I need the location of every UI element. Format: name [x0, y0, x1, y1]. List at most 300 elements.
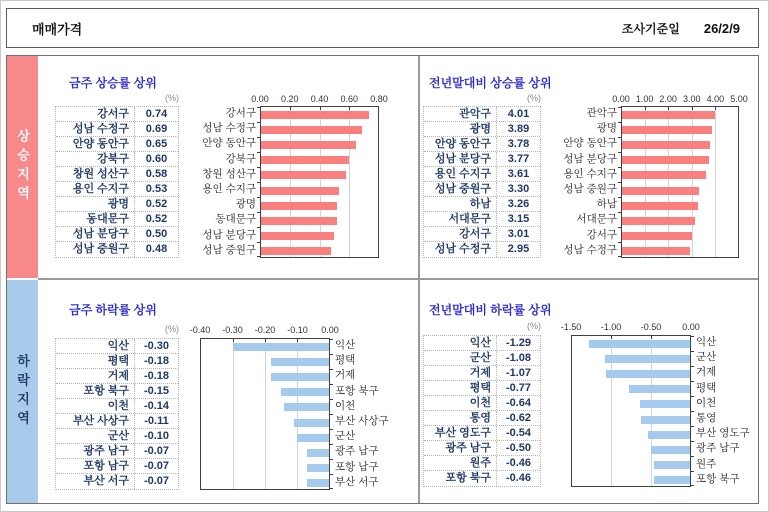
bar [307, 464, 329, 472]
table-region-cell: 성남 분당구 [56, 227, 135, 241]
table-value-cell: -0.10 [143, 430, 170, 442]
table-region-cell: 익산 [424, 336, 497, 350]
table-value-cell: -1.29 [505, 337, 532, 349]
table-region-cell: 성남 중원구 [424, 182, 497, 196]
bar-row [572, 473, 690, 488]
category-label: 익산 [696, 336, 717, 348]
bar-row [622, 137, 738, 152]
table-region-cell: 익산 [56, 339, 135, 353]
table-region-cell: 부산 서구 [56, 474, 135, 489]
table-value-cell: 3.61 [507, 168, 530, 180]
category-label: 통영 [696, 411, 717, 424]
category-label: 광주 남구 [335, 445, 379, 458]
rank-table [423, 106, 541, 258]
category-tick-mark [691, 381, 694, 382]
table-value-cell: 3.01 [507, 228, 530, 240]
table-region-cell: 거제 [424, 366, 497, 380]
bar-row [622, 107, 738, 122]
bar [261, 141, 356, 149]
category-tick-mark [257, 167, 260, 168]
table-region-cell: 용인 수지구 [56, 182, 135, 196]
axis-tick-mark [611, 336, 612, 339]
category-tick-mark [691, 485, 694, 486]
category-tick-mark [257, 152, 260, 153]
category-tick-mark [618, 227, 621, 228]
table-row [424, 182, 540, 197]
axis-tick-mark [233, 339, 234, 342]
bar-row [201, 385, 329, 400]
category-tick-mark [691, 396, 694, 397]
table-region-cell: 서대문구 [424, 212, 497, 226]
bar [648, 431, 690, 439]
bar-row [201, 415, 329, 430]
rise-area-strip [7, 56, 38, 278]
category-label: 거제 [696, 366, 717, 379]
report-body [6, 55, 759, 504]
table-value-cell: -0.62 [505, 412, 532, 424]
table-value-cell: 3.30 [507, 183, 530, 195]
category-label: 광명 [235, 198, 256, 211]
category-tick-mark [618, 212, 621, 213]
category-tick-mark [691, 471, 694, 472]
axis-tick-label: 4.00 [706, 94, 725, 104]
table-row [424, 137, 540, 152]
category-tick-mark [257, 242, 260, 243]
bar-row [622, 244, 738, 259]
table-value-cell: -0.54 [505, 427, 532, 439]
table-region-cell: 포항 남구 [56, 459, 135, 473]
table-value-cell: 3.78 [507, 138, 530, 150]
table-region-cell: 거제 [56, 369, 135, 383]
table-row [56, 444, 178, 459]
category-tick-mark [691, 441, 694, 442]
table-region-cell: 광주 남구 [56, 444, 135, 458]
table-value-cell: -0.18 [143, 370, 170, 382]
category-labels [184, 106, 256, 258]
bar-row [201, 400, 329, 415]
table-value-cell: 0.52 [145, 213, 168, 225]
axis-tick-label: 0.00 [251, 94, 269, 104]
table-value-cell: -0.46 [505, 472, 532, 484]
axis-tick-label: 0.00 [612, 94, 630, 104]
table-value-cell: -0.18 [143, 355, 170, 367]
bar [261, 232, 334, 240]
category-label: 안양 동안구 [202, 137, 256, 150]
bar-row [572, 366, 690, 381]
axis-tick-label: 0.40 [310, 94, 329, 104]
table-value-cell: -1.07 [505, 367, 532, 379]
table-value-cell: -0.07 [143, 460, 170, 472]
report-header [6, 8, 759, 48]
table-row [56, 354, 178, 369]
bar-row [201, 461, 329, 476]
table-value-cell: 2.95 [507, 243, 530, 255]
category-label: 강서구 [586, 228, 617, 241]
bar [281, 388, 329, 396]
category-label: 익산 [335, 339, 356, 351]
category-label: 부산 사상구 [335, 414, 389, 427]
category-labels [335, 338, 415, 490]
axis-tick-label: 0.60 [340, 94, 359, 104]
table-row [56, 474, 178, 489]
unit-label: (%) [165, 324, 179, 334]
table-region-cell: 강북구 [56, 152, 135, 166]
table-row [424, 336, 540, 351]
table-region-cell: 하남 [424, 197, 497, 211]
fall-area-strip-label: 하락지역 [15, 353, 30, 430]
rank-table [423, 335, 541, 487]
table-region-cell: 광명 [56, 197, 135, 211]
axis-tick-label: -0.30 [222, 325, 243, 335]
bar [284, 403, 329, 411]
table-value-cell: -0.77 [505, 382, 532, 394]
category-tick-mark [257, 182, 260, 183]
table-value-cell: -1.08 [505, 352, 532, 364]
bar-row [261, 229, 378, 244]
bar [261, 126, 362, 134]
section-title: 금주 상승률 상위 [69, 76, 157, 90]
bar [654, 476, 690, 484]
table-row [56, 242, 178, 257]
bar [622, 247, 690, 255]
axis-labels [560, 322, 700, 332]
bar-row [622, 183, 738, 198]
category-tick-mark [257, 107, 260, 108]
table-row [56, 227, 178, 242]
bar-row [261, 244, 378, 259]
bar-row [572, 442, 690, 457]
table-value-cell: -0.64 [505, 397, 532, 409]
table-region-cell: 광주 남구 [424, 441, 497, 455]
table-row [56, 459, 178, 474]
bar [622, 187, 699, 195]
table-region-cell: 관악구 [424, 107, 497, 121]
rank-table [55, 106, 179, 258]
bar [622, 141, 710, 149]
table-value-cell: 3.77 [507, 153, 530, 165]
table-row [424, 242, 540, 257]
plot-area [621, 106, 739, 258]
bar [651, 446, 690, 454]
table-value-cell: -0.50 [505, 442, 532, 454]
axis-tick-label: 0.00 [682, 322, 700, 332]
survey-date-group [622, 20, 740, 37]
table-region-cell: 평택 [56, 354, 135, 368]
category-label: 용인 수지구 [202, 182, 256, 195]
category-tick-mark [257, 212, 260, 213]
bar [261, 217, 337, 225]
category-tick-mark [691, 456, 694, 457]
table-region-cell: 원주 [424, 456, 497, 470]
axis-tick-label: -0.40 [189, 325, 211, 335]
table-row [56, 339, 178, 354]
axis-tick-label: 2.00 [659, 94, 677, 104]
table-region-cell: 성남 분당구 [424, 152, 497, 166]
table-region-cell: 부산 사상구 [56, 414, 135, 428]
table-value-cell: -0.07 [143, 445, 170, 457]
table-value-cell: 0.65 [145, 138, 168, 150]
bar [307, 479, 329, 487]
bar-row [572, 382, 690, 397]
table-row [56, 384, 178, 399]
category-label: 성남 분당구 [202, 228, 256, 241]
table-value-cell: -0.30 [143, 340, 170, 352]
category-tick-mark [330, 369, 333, 370]
category-tick-mark [330, 339, 333, 340]
table-region-cell: 광명 [424, 122, 497, 136]
category-label: 성남 수정구 [563, 243, 617, 256]
table-value-cell: 4.01 [507, 108, 530, 120]
axis-tick-label: -1.00 [600, 322, 622, 332]
table-value-cell: -0.07 [143, 475, 170, 487]
bar [271, 358, 329, 366]
category-tick-mark [257, 227, 260, 228]
table-row [424, 212, 540, 227]
table-value-cell: -0.14 [143, 400, 170, 412]
category-label: 포항 북구 [696, 472, 740, 485]
table-value-cell: 3.89 [507, 123, 530, 135]
bar-row [572, 336, 690, 351]
survey-date-value: 26/2/9 [703, 20, 740, 36]
category-label: 성남 중원구 [563, 182, 617, 195]
quadrant-ytd-rise [420, 56, 758, 278]
category-label: 서대문구 [576, 213, 617, 226]
bar-row [622, 198, 738, 213]
category-label: 부산 서구 [335, 475, 379, 488]
bar-row [622, 168, 738, 183]
quadrant-week-rise [38, 56, 418, 278]
category-label: 광명 [596, 122, 617, 135]
category-label: 안양 동안구 [563, 137, 617, 150]
table-row [56, 137, 178, 152]
bar [261, 187, 339, 195]
axis-tick-mark [290, 107, 291, 110]
table-value-cell: -0.46 [505, 457, 532, 469]
table-row [424, 197, 540, 212]
axis-tick-mark [715, 107, 716, 110]
category-label: 평택 [696, 381, 717, 394]
bar [622, 202, 698, 210]
fall-area-strip [7, 280, 38, 503]
table-row [56, 399, 178, 414]
axis-tick-mark [320, 107, 321, 110]
bar-row [572, 412, 690, 427]
axis-tick-mark [265, 339, 266, 342]
rise-area-strip-label: 상승지역 [15, 129, 30, 205]
section-title: 전년말대비 상승률 상위 [429, 76, 552, 90]
table-region-cell: 이천 [424, 396, 497, 410]
bar [233, 343, 329, 351]
bar-row [622, 122, 738, 137]
category-label: 강서구 [225, 107, 256, 119]
category-label: 창원 성산구 [202, 167, 256, 180]
bar [271, 373, 329, 381]
table-value-cell: 0.50 [145, 228, 168, 240]
category-tick-mark [330, 488, 333, 489]
bar [622, 156, 709, 164]
category-label: 동대문구 [215, 213, 256, 226]
table-region-cell: 성남 수정구 [56, 122, 135, 136]
bar-row [261, 122, 378, 137]
category-label: 성남 분당구 [563, 152, 617, 165]
quadrant-week-fall [38, 280, 418, 503]
bar [654, 461, 690, 469]
axis-labels [612, 94, 748, 104]
unit-label: (%) [527, 93, 541, 103]
table-value-cell: 0.48 [145, 243, 168, 255]
category-label: 군산 [696, 351, 717, 364]
table-row [424, 351, 540, 366]
table-row [424, 426, 540, 441]
bar-row [201, 369, 329, 384]
category-tick-mark [330, 384, 333, 385]
survey-date-label: 조사기준일 [621, 21, 680, 36]
table-value-cell: 0.52 [145, 198, 168, 210]
table-row [424, 122, 540, 137]
plot-area [571, 335, 691, 487]
bar [622, 232, 692, 240]
bar-row [261, 213, 378, 228]
bar-row [261, 153, 378, 168]
table-region-cell: 통영 [424, 411, 497, 425]
axis-tick-label: -1.50 [560, 322, 582, 332]
category-tick-mark [257, 122, 260, 123]
bar [261, 202, 337, 210]
bar-row [622, 213, 738, 228]
bar-row [261, 137, 378, 152]
bar [261, 171, 346, 179]
category-tick-mark [618, 242, 621, 243]
table-row [56, 429, 178, 444]
bar-row [572, 351, 690, 366]
bar [629, 385, 690, 393]
axis-tick-label: 5.00 [730, 94, 748, 104]
category-labels [696, 335, 758, 487]
table-row [56, 152, 178, 167]
category-tick-mark [691, 411, 694, 412]
axis-tick-mark [651, 336, 652, 339]
bar-row [261, 198, 378, 213]
category-tick-mark [618, 197, 621, 198]
category-label: 군산 [335, 430, 356, 443]
table-row [56, 167, 178, 182]
category-label: 부산 영도구 [696, 427, 750, 440]
category-tick-mark [691, 336, 694, 337]
table-row [56, 197, 178, 212]
category-tick-mark [618, 122, 621, 123]
table-region-cell: 강서구 [424, 227, 497, 241]
category-tick-mark [330, 399, 333, 400]
category-tick-mark [618, 137, 621, 138]
table-value-cell: 0.60 [145, 153, 168, 165]
table-row [424, 167, 540, 182]
table-region-cell: 성남 중원구 [56, 242, 135, 257]
table-region-cell: 평택 [424, 381, 497, 395]
table-region-cell: 용인 수지구 [424, 167, 497, 181]
table-value-cell: 3.26 [507, 198, 530, 210]
bar [641, 416, 690, 424]
bar-row [201, 476, 329, 491]
table-value-cell: -0.11 [144, 415, 169, 427]
table-region-cell: 이천 [56, 399, 135, 413]
bar [622, 217, 695, 225]
bar [294, 419, 329, 427]
table-region-cell: 군산 [424, 351, 497, 365]
table-row [424, 227, 540, 242]
bar-row [201, 430, 329, 445]
table-region-cell: 부산 영도구 [424, 426, 497, 440]
category-label: 포항 북구 [335, 384, 379, 397]
bar [622, 126, 712, 134]
category-tick-mark [691, 366, 694, 367]
bar-row [261, 183, 378, 198]
category-label: 성남 수정구 [202, 122, 256, 135]
bar [606, 370, 690, 378]
bar [261, 247, 331, 255]
table-region-cell: 동대문구 [56, 212, 135, 226]
rank-table [55, 338, 179, 490]
category-tick-mark [257, 256, 260, 257]
table-region-cell: 포항 북구 [424, 471, 497, 486]
category-label: 원주 [696, 457, 717, 470]
category-tick-mark [618, 256, 621, 257]
axis-tick-mark [668, 107, 669, 110]
axis-tick-mark [692, 107, 693, 110]
category-label: 광주 남구 [696, 442, 740, 455]
table-row [56, 182, 178, 197]
table-region-cell: 성남 수정구 [424, 242, 497, 257]
table-region-cell: 강서구 [56, 107, 135, 121]
table-value-cell: 0.53 [145, 183, 168, 195]
category-tick-mark [330, 354, 333, 355]
unit-label: (%) [527, 321, 541, 331]
bar-row [201, 354, 329, 369]
bar-row [622, 153, 738, 168]
category-label: 거제 [335, 369, 356, 382]
axis-tick-mark [645, 107, 646, 110]
axis-tick-mark [349, 107, 350, 110]
table-row [56, 107, 178, 122]
table-row [424, 411, 540, 426]
axis-tick-label: 0.80 [370, 94, 388, 104]
table-region-cell: 포항 북구 [56, 384, 135, 398]
category-tick-mark [330, 444, 333, 445]
axis-tick-label: -0.20 [254, 325, 276, 335]
category-tick-mark [618, 182, 621, 183]
category-label: 이천 [696, 396, 717, 409]
page-title: 매매가격 [32, 21, 83, 37]
bar [307, 449, 329, 457]
category-tick-mark [330, 429, 333, 430]
bar [297, 434, 329, 442]
table-value-cell: -0.15 [143, 385, 170, 397]
bar [622, 171, 706, 179]
table-row [424, 366, 540, 381]
table-value-cell: 0.58 [145, 168, 168, 180]
axis-labels [251, 94, 388, 104]
category-tick-mark [257, 137, 260, 138]
quadrant-ytd-fall [420, 280, 758, 503]
bar [261, 156, 349, 164]
axis-tick-label: -0.50 [640, 322, 662, 332]
bar-row [572, 397, 690, 412]
table-row [56, 369, 178, 384]
table-row [424, 152, 540, 167]
category-tick-mark [330, 474, 333, 475]
bar-row [261, 168, 378, 183]
category-label: 하남 [596, 198, 617, 211]
axis-tick-label: 0.20 [280, 94, 299, 104]
